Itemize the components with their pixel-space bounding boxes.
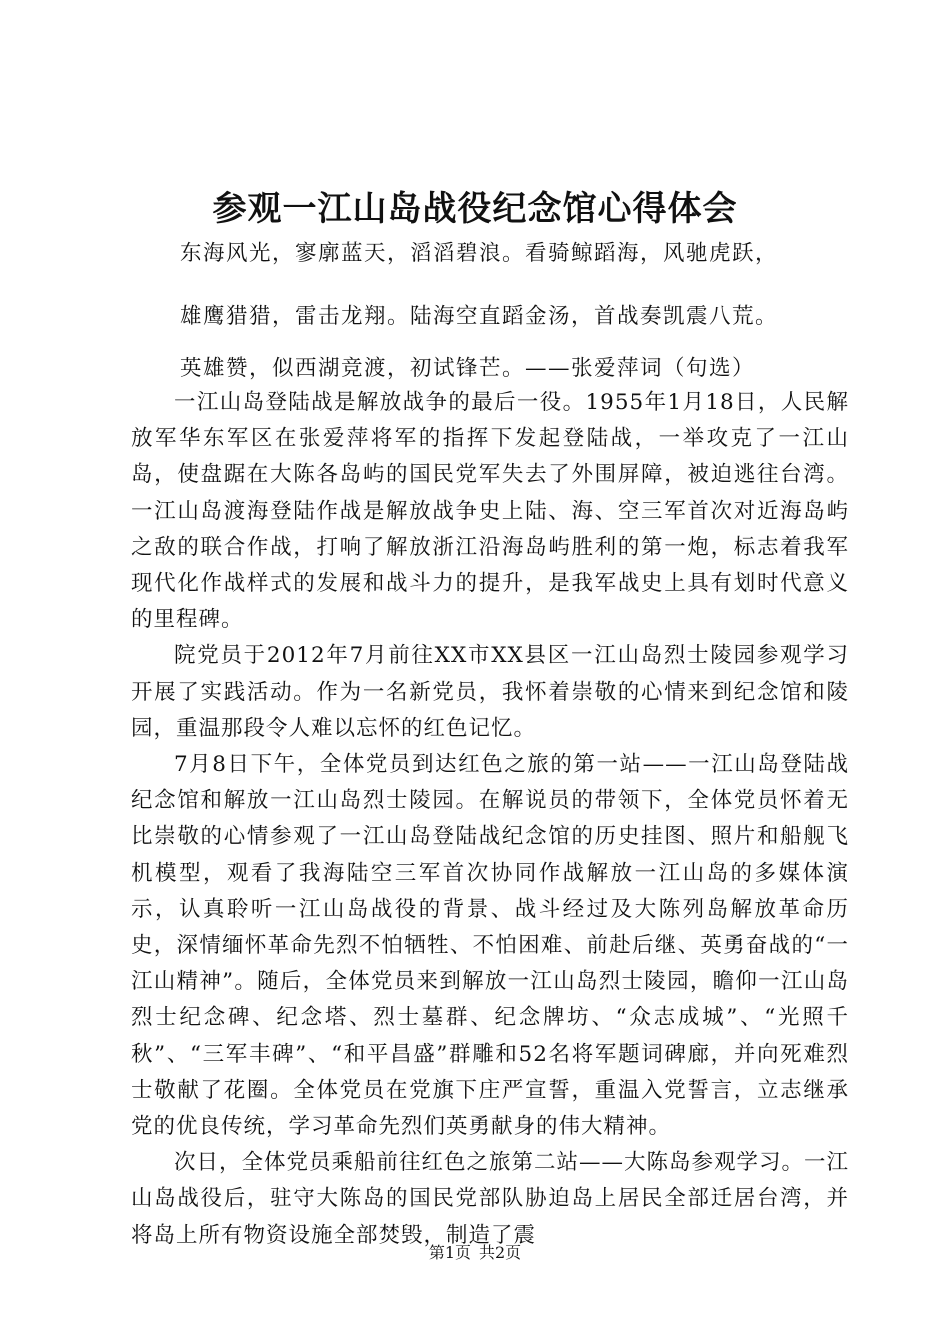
page-total: 共2页 [479, 1243, 522, 1262]
poem-line-2: 雄鹰猎猎，雷击龙翔。陆海空直蹈金汤，首战奏凯震八荒。 [180, 304, 779, 329]
paragraph-3: 7月8日下午，全体党员到达红色之旅的第一站——一江山岛登陆战纪念馆和解放一江山岛烈士陵园。在解说员的带领下，全体党员怀着无比崇敬的心情参观了一江山岛登陆战纪念馆的历史挂图、照片和船舰飞机模型，观看了我海陆空三军首次协同作战解放一江山岛的多媒体演示，认真聆听一江山岛战役的背景、战斗经过及大陈列岛解放革命历史，深情缅怀革命先烈不怕牺牲、不怕困难、前赴后继、英勇奋战的“一江山精神”。随后，全体党员来到解放一江山岛烈士陵园，瞻仰一江山岛烈士纪念碑、纪念塔、烈士墓群、纪念牌坊、“众志成城”、“光照千秋”、“三军丰碑”、“和平昌盛”群雕和52名将军题词碑廊，并向死难烈士敬献了花圈。全体党员在党旗下庄严宣誓，重温入党誓言，立志继承党的优良传统，学习革命先烈们英勇献身的伟大精神。 [131, 752, 849, 1140]
poem-line-1: 东海风光，寥廓蓝天，滔滔碧浪。看骑鲸蹈海，风驰虎跃， [180, 241, 779, 266]
page-footer [0, 1242, 950, 1264]
paragraph-2: 院党员于2012年7月前往XX市XX县区一江山岛烈士陵园参观学习开展了实践活动。作为一名新党员，我怀着崇敬的心情来到纪念馆和陵园，重温那段令人难以忘怀的红色记忆。 [131, 643, 849, 741]
page-number: 第1页 [428, 1243, 471, 1262]
poem-line-3: 英雄赞，似西湖竞渡，初试锋芒。——张爱萍词（句选） [180, 356, 756, 381]
document-body [131, 385, 849, 1254]
document-title: 参观一江山岛战役纪念馆心得体会 [212, 189, 738, 229]
paragraph-1: 一江山岛登陆战是解放战争的最后一役。1955年1月18日，人民解放军华东军区在张爱萍将军的指挥下发起登陆战，一举攻克了一江山岛，使盘踞在大陈各岛屿的国民党军失去了外围屏障，被迫逃往台湾。一江山岛渡海登陆作战是解放战争史上陆、海、空三军首次对近海岛屿之敌的联合作战，打响了解放浙江沿海岛屿胜利的第一炮，标志着我军现代化作战样式的发展和战斗力的提升，是我军战史上具有划时代意义的里程碑。 [131, 390, 849, 633]
paragraph-4: 次日，全体党员乘船前往红色之旅第二站——大陈岛参观学习。一江山岛战役后，驻守大陈岛的国民党部队胁迫岛上居民全部迁居台湾，并将岛上所有物资设施全部焚毁，制造了震 [131, 1150, 850, 1248]
